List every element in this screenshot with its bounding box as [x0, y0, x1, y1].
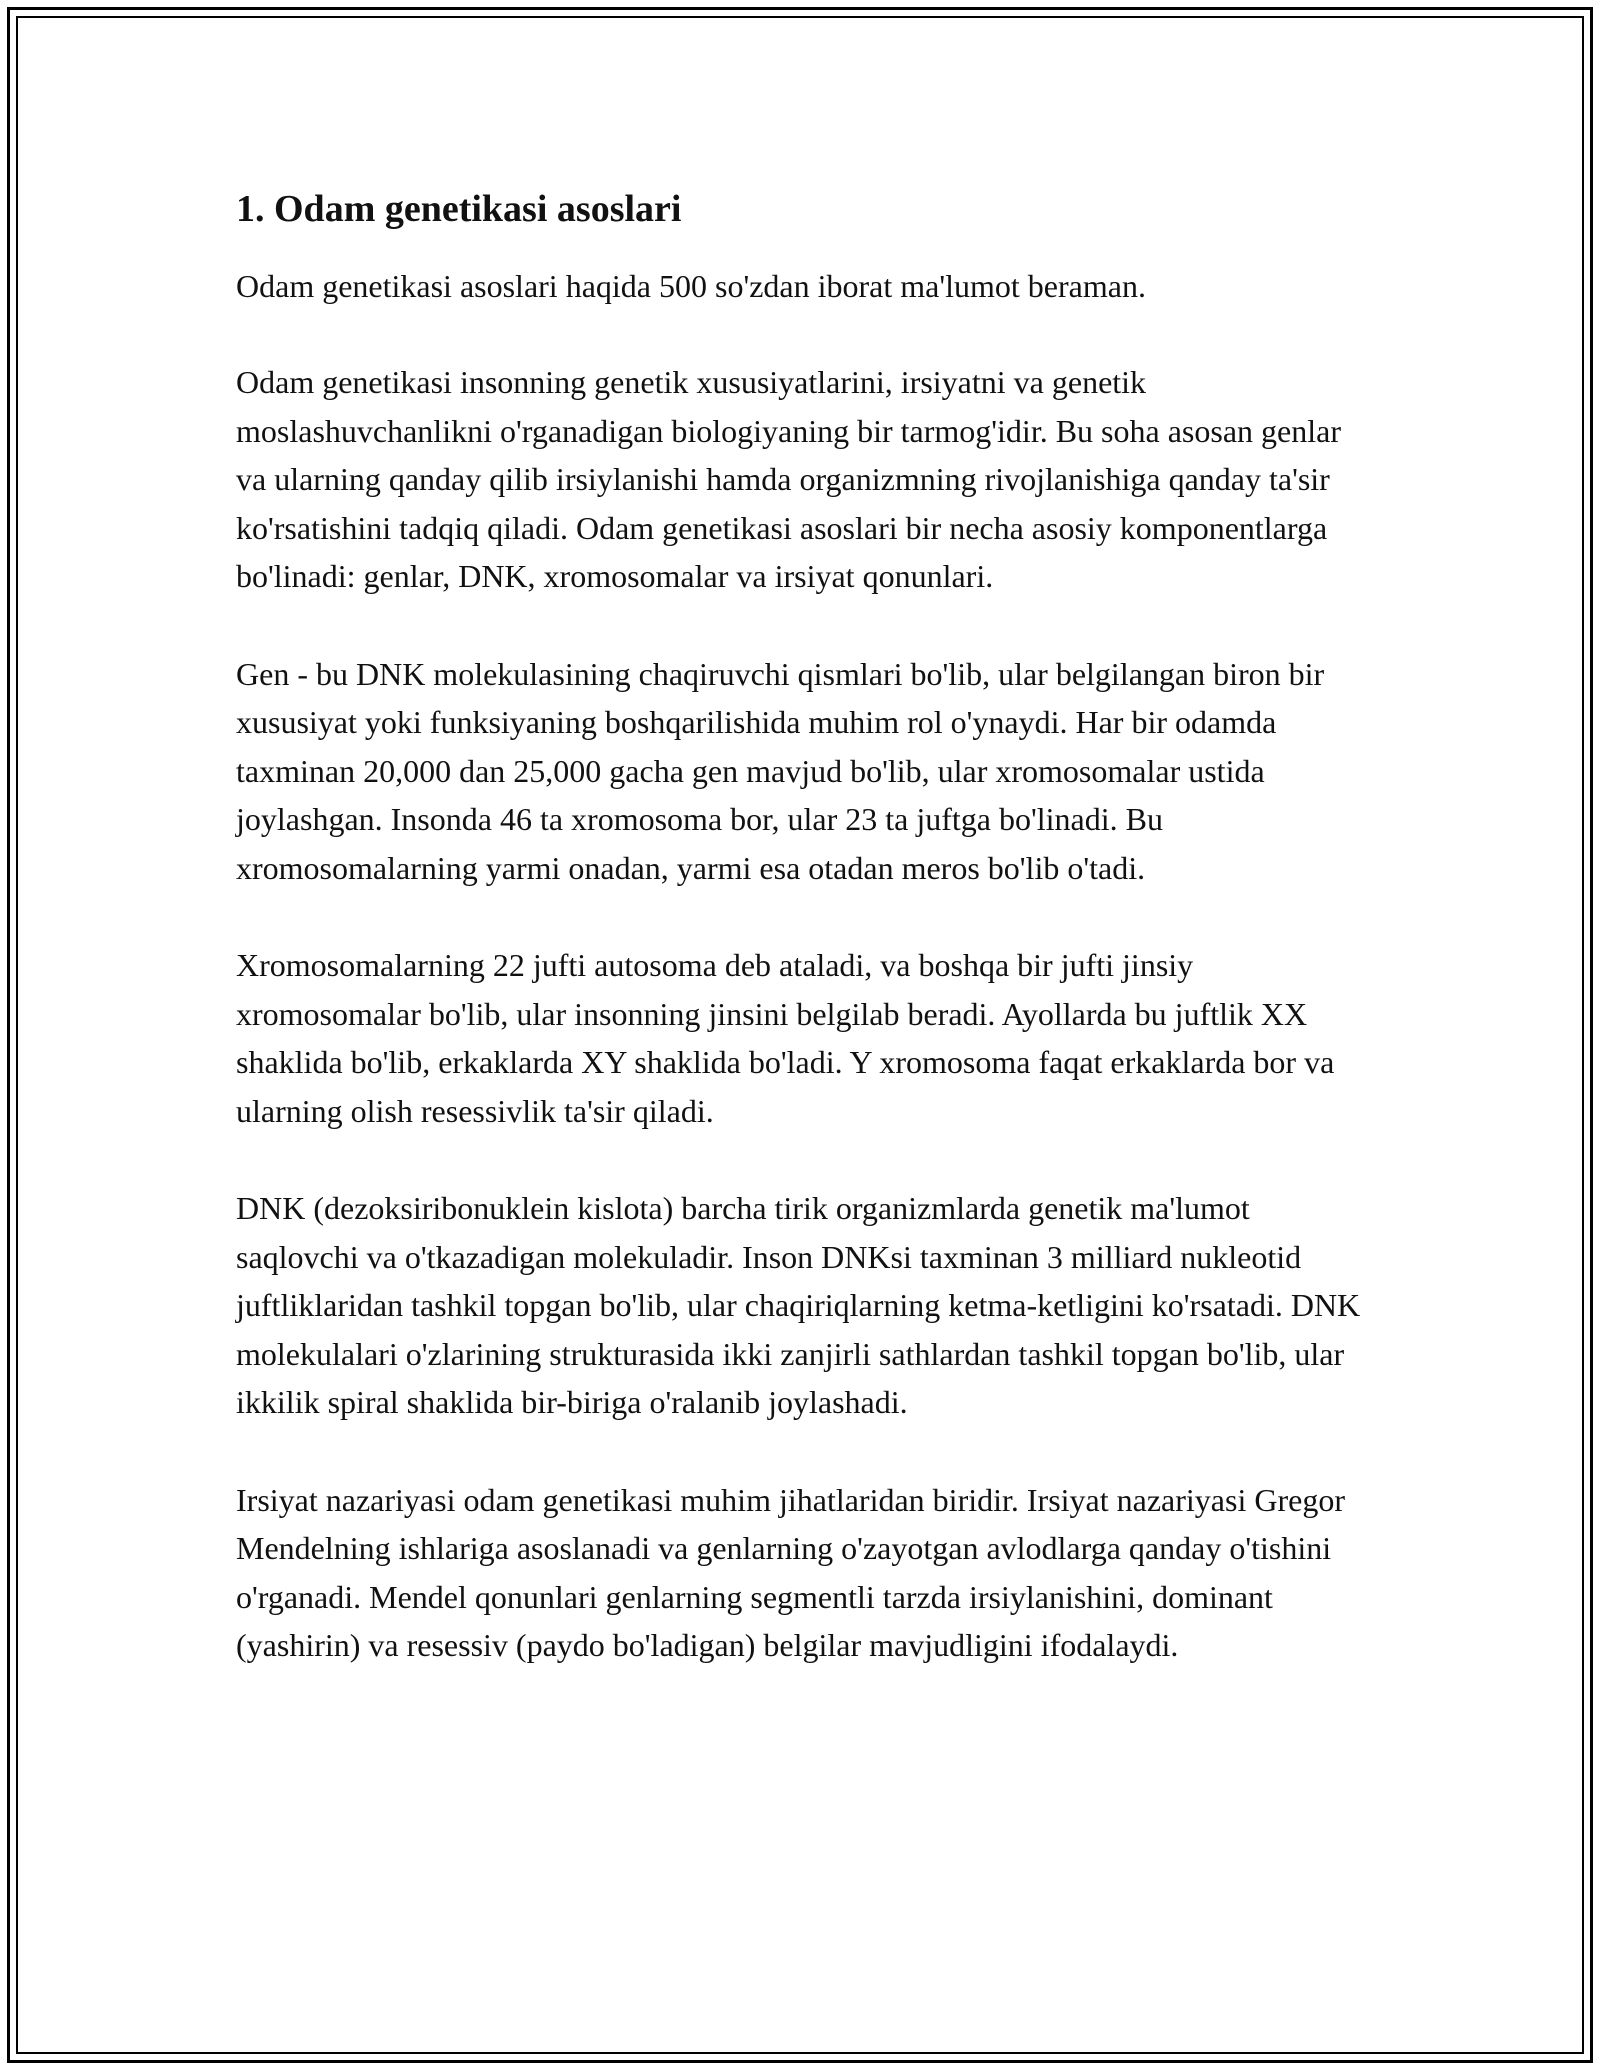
paragraph-genes: Gen - bu DNK molekulasining chaqiruvchi qismlari bo'lib, ular belgilangan biron bir xususiyat yoki funksiyaning boshqarilishida muhim rol o'ynaydi. Har bir odamda taxminan 20,000 dan 25,000 gacha gen mavjud bo'lib, ular xromosomalar ustida joylashgan. Insonda 46 ta xromosoma bor, ular 23 ta juftga bo'linadi. Bu xromosomalarning yarmi onadan, yarmi esa otadan meros bo'lib o'tadi. — [236, 655, 1325, 886]
document-title: 1. Odam genetikasi asoslari — [236, 188, 682, 230]
paragraph-chromosomes: Xromosomalarning 22 jufti autosoma deb ataladi, va boshqa bir jufti jinsiy xromosomalar bo'lib, ular insonning jinsini belgilab beradi. Ayollarda bu juftlik XX shaklida bo'lib, erkaklarda XY shaklida bo'ladi. Y xromosoma faqat erkaklarda bor va ularning olish resessivlik ta'sir qiladi. — [236, 947, 1335, 1129]
intro-paragraph: Odam genetikasi asoslari haqida 500 so'zdan iborat ma'lumot beraman. — [236, 268, 1146, 304]
paragraph-genetics-definition: Odam genetikasi insonning genetik xususiyatlarini, irsiyatni va genetik moslashuvchanlikni o'rganadigan biologiyaning bir tarmog'idir. Bu soha asosan genlar va ularning qanday qilib irsiylanishi hamda organizmning rivojlanishiga qanday ta'sir ko'rsatishini tadqiq qiladi. Odam genetikasi asoslari bir necha asosiy komponentlarga bo'linadi: genlar, DNK, xromosomalar va irsiyat qonunlari. — [236, 364, 1341, 594]
document-body — [236, 186, 1366, 1719]
paragraph-dna: DNK (dezoksiribonuklein kislota) barcha tirik organizmlarda genetik ma'lumot saqlovchi va o'tkazadigan molekuladir. Inson DNKsi taxminan 3 milliard nukleotid juftliklaridan tashkil topgan bo'lib, ular chaqiriqlarning ketma-ketligini ko'rsatadi. DNK molekulalari o'zlarining strukturasida ikki zanjirli sathlardan tashkil topgan bo'lib, ular ikkilik spiral shaklida bir-biriga o'ralanib joylashadi. — [236, 1190, 1361, 1420]
paragraph-heredity-theory: Irsiyat nazariyasi odam genetikasi muhim jihatlaridan biridir. Irsiyat nazariyasi Gregor Mendelning ishlariga asoslanadi va genlarning o'zayotgan avlodlarga qanday o'tishini o'rganadi. Mendel qonunlari genlarning segmentli tarzda irsiylanishini, dominant (yashirin) va resessiv (paydo bo'ladigan) belgilar mavjudligini ifodalaydi. — [236, 1481, 1345, 1663]
